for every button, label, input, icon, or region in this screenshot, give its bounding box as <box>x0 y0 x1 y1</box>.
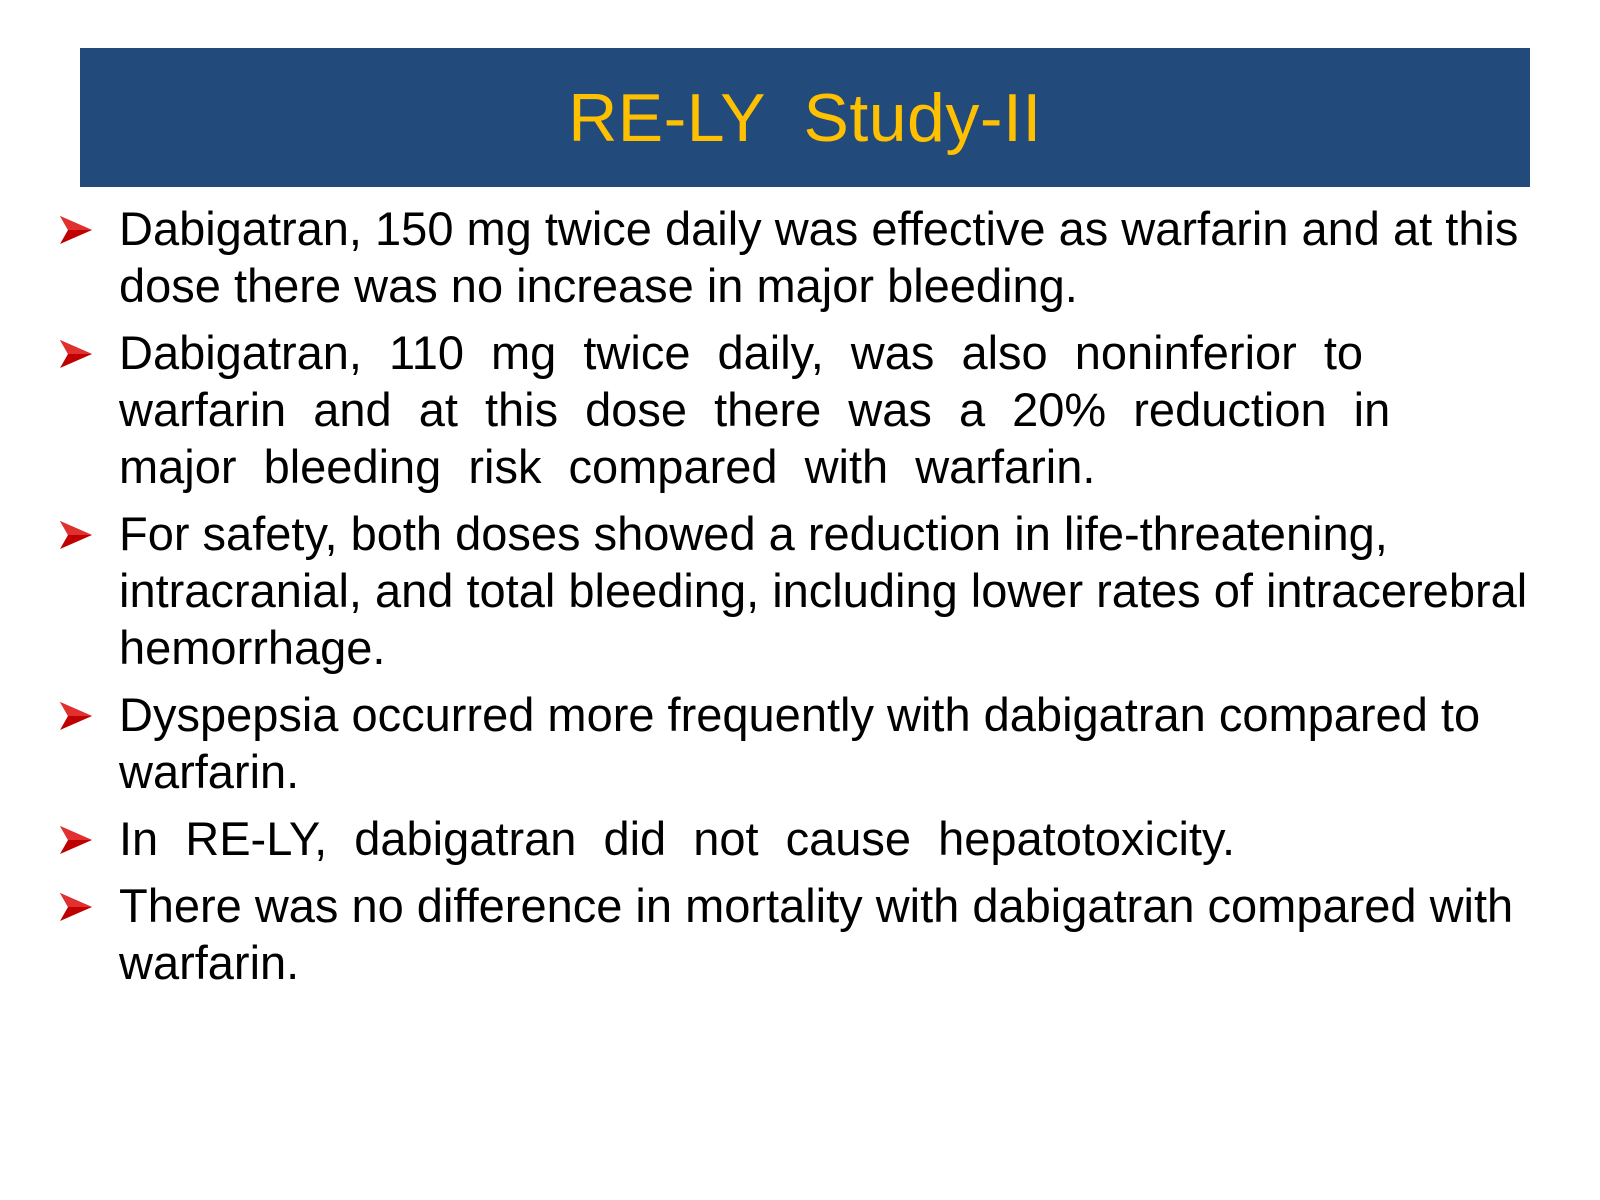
bullet-item <box>58 686 1528 800</box>
arrowhead-bullet-icon <box>58 824 94 856</box>
bullet-text: Dyspepsia occurred more frequently with dabigatran compared to warfarin. <box>119 688 1481 798</box>
bullet-item <box>58 324 1528 495</box>
slide-title: RE-LY Study-II <box>568 79 1042 156</box>
bullet-item <box>58 200 1528 314</box>
bullet-text: For safety, both doses showed a reduction in life-threatening, intracranial, and total bleeding, including lower rates of intracerebral hemorrhage. <box>119 507 1528 674</box>
arrowhead-bullet-icon <box>58 214 94 246</box>
bullet-item <box>58 810 1528 867</box>
arrowhead-bullet-icon <box>58 338 94 370</box>
title-bar <box>80 48 1530 187</box>
bullet-text: Dabigatran, 150 mg twice daily was effective as warfarin and at this dose there was no increase in major bleeding. <box>119 202 1519 312</box>
arrowhead-bullet-icon <box>58 700 94 732</box>
bullet-item <box>58 877 1528 991</box>
bullet-item <box>58 505 1528 676</box>
bullet-list <box>58 200 1528 1001</box>
arrowhead-bullet-icon <box>58 891 94 923</box>
arrowhead-bullet-icon <box>58 519 94 551</box>
bullet-text: In RE-LY, dabigatran did not cause hepatotoxicity. <box>119 812 1236 865</box>
bullet-text: Dabigatran, 110 mg twice daily, was also noninferior to warfarin and at this dose there was a 20% reduction in major bleeding risk compared with warfarin. <box>119 326 1391 493</box>
bullet-text: There was no difference in mortality with dabigatran compared with warfarin. <box>119 879 1514 989</box>
